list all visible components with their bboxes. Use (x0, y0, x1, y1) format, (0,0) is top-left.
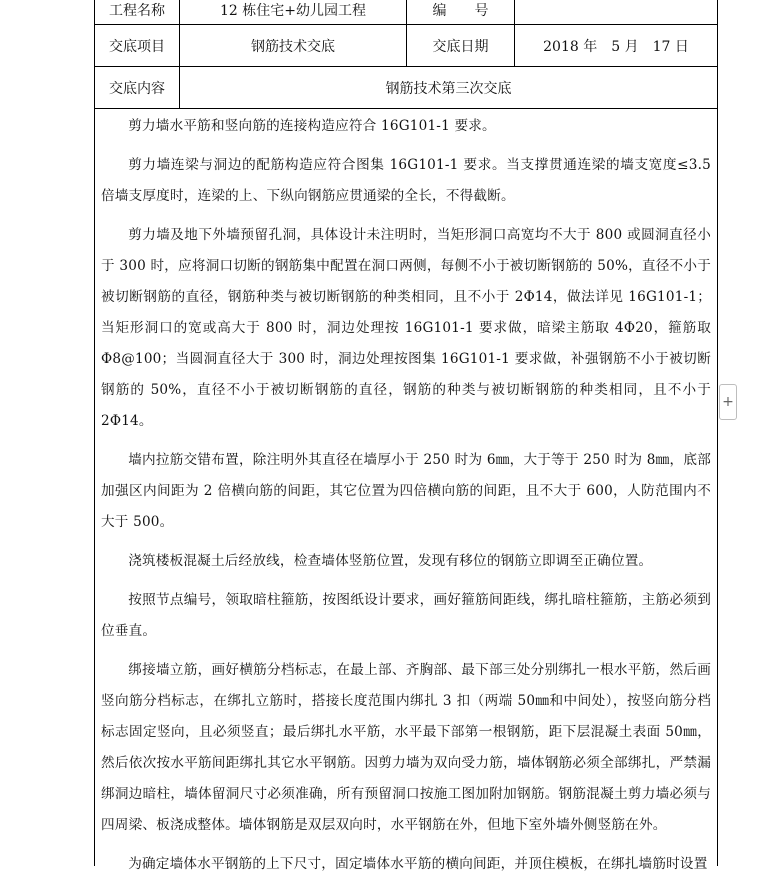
body-paragraph: 墙内拉筋交错布置，除注明外其直径在墙厚小于 250 时为 6㎜，大于等于 250 时为 8㎜，底部加强区内间距为 2 倍横向筋的间距，其它位置为四倍横向筋的间距，且不大于 600，人防范围内不大于 500。 (101, 452, 711, 530)
project-name-label: 工程名称 (95, 0, 180, 25)
header-row-project (95, 0, 718, 25)
body-paragraph: 剪力墙水平筋和竖向筋的连接构造应符合 16G101-1 要求。 (128, 118, 496, 134)
body-paragraph: 剪力墙及地下外墙预留孔洞，具体设计未注明时，当矩形洞口高宽均不大于 800 或圆洞直径小于 300 时，应将洞口切断的钢筋集中配置在洞口两侧，每侧不小于被切断钢筋的 50%，直径不小于被切断钢筋的直径，钢筋种类与被切断钢筋的种类相同，且不小于 2Φ14，做法详见 16G101-1；当矩形洞口的宽或高大于 800 时，洞边处理按 16G101-1 要求做，暗梁主筋取 4Φ20，箍筋取Φ8@100；当圆洞直径大于 300 时，洞边处理按图集 16G101-1 要求做，补强钢筋不小于被切断钢筋的 50%，直径不小于被切断钢筋的直径，钢筋的种类与被切断钢筋的种类相同，且不小于 2Φ14。 (101, 227, 711, 429)
disclosure-content-value: 钢筋技术第三次交底 (180, 67, 718, 109)
disclosure-document (94, 0, 718, 872)
disclosure-content-label: 交底内容 (95, 67, 180, 109)
header-row-item (95, 25, 718, 67)
plus-icon: + (722, 394, 734, 410)
disclosure-item-value: 钢筋技术交底 (180, 25, 407, 67)
serial-number-value (515, 0, 718, 25)
body-paragraph: 浇筑楼板混凝土后经放线，检查墙体竖筋位置，发现有移位的钢筋立即调至正确位置。 (128, 553, 653, 569)
disclosure-body (101, 111, 711, 888)
body-paragraph: 绑接墙立筋，画好横筋分档标志，在最上部、齐胸部、最下部三处分别绑扎一根水平筋，然后画竖向筋分档标志，在绑扎立筋时，搭接长度范围内绑扎 3 扣（两端 50㎜和中间处），按竖向筋分档标志固定竖向，且必须竖直；最后绑扎水平筋，水平最下部第一根钢筋，距下层混凝土表面 50㎜，然后依次按水平筋间距绑扎其它水平钢筋。因剪力墙为双向受力筋，墙体钢筋必须全部绑扎，严禁漏绑洞边暗柱，墙体留洞尺寸必须准确，所有预留洞口按施工图加附加钢筋。钢筋混凝土剪力墙必须与四周梁、板浇成整体。墙体钢筋是双层双向时，水平钢筋在外，但地下室外墙外侧竖筋在外。 (101, 662, 711, 833)
disclosure-date-value: 2018 年 5 月 17 日 (515, 25, 718, 67)
disclosure-item-label: 交底项目 (95, 25, 180, 67)
serial-number-label: 编 号 (407, 0, 515, 25)
project-name-value: 12 栋住宅+幼儿园工程 (180, 0, 407, 25)
body-paragraph: 剪力墙连梁与洞边的配筋构造应符合图集 16G101-1 要求。当支撑贯通连梁的墙支宽度≤3.5 倍墙支厚度时，连梁的上、下纵向钢筋应贯通梁的全长，不得截断。 (101, 157, 711, 204)
body-paragraph: 为确定墙体水平钢筋的上下尺寸，固定墙体水平筋的横向间距，并顶住模板，在绑扎墙筋时设置 (128, 856, 708, 872)
body-paragraph: 按照节点编号，领取暗柱箍筋，按图纸设计要求，画好箍筋间距线，绑扎暗柱箍筋，主筋必须到位垂直。 (101, 592, 711, 639)
disclosure-date-label: 交底日期 (407, 25, 515, 67)
header-row-content (95, 67, 718, 109)
expand-plus-button[interactable] (719, 384, 737, 420)
header-table (94, 0, 718, 109)
